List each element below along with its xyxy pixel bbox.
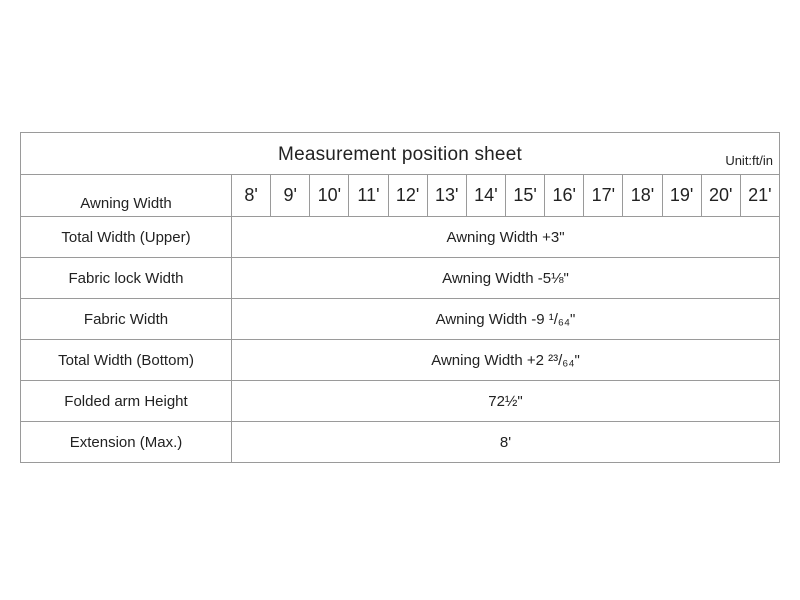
width-cell: 14' (467, 175, 506, 216)
table-row (21, 258, 779, 299)
row-value: Awning Width +3" (446, 228, 565, 246)
width-cell: 19' (663, 175, 702, 216)
row-value: Awning Width +2 ²³/₆₄" (431, 351, 580, 369)
row-value: 72½" (488, 392, 523, 410)
width-cell: 20' (702, 175, 741, 216)
row-label: Awning Width (21, 175, 232, 216)
awning-width-row (21, 175, 779, 217)
row-label: Total Width (Upper) (21, 217, 232, 257)
row-value: Awning Width -9 ¹/₆₄" (435, 310, 576, 328)
row-label: Fabric lock Width (21, 258, 232, 298)
width-cell: 9' (271, 175, 310, 216)
table-row (21, 381, 779, 422)
width-cell: 16' (545, 175, 584, 216)
row-value: 8' (499, 433, 512, 451)
row-value: Awning Width -5⅛" (442, 269, 569, 287)
width-cell: 15' (506, 175, 545, 216)
measurement-table (20, 132, 780, 463)
table-row (21, 340, 779, 381)
row-label: Folded arm Height (21, 381, 232, 421)
row-label: Fabric Width (21, 299, 232, 339)
table-row (21, 422, 779, 462)
title-row (21, 133, 779, 175)
row-label: Extension (Max.) (21, 422, 232, 462)
width-cell: 8' (232, 175, 271, 216)
width-cell: 11' (349, 175, 388, 216)
row-label: Total Width (Bottom) (21, 340, 232, 380)
width-cell: 18' (623, 175, 662, 216)
sheet-title: Measurement position sheet (278, 144, 522, 165)
table-row (21, 299, 779, 340)
unit-label: Unit:ft/in (725, 153, 773, 168)
table-row (21, 217, 779, 258)
width-cell: 10' (310, 175, 349, 216)
width-cell: 21' (748, 185, 772, 205)
width-cell: 13' (428, 175, 467, 216)
width-cell: 12' (389, 175, 428, 216)
width-cell: 17' (584, 175, 623, 216)
width-cells (232, 175, 779, 216)
